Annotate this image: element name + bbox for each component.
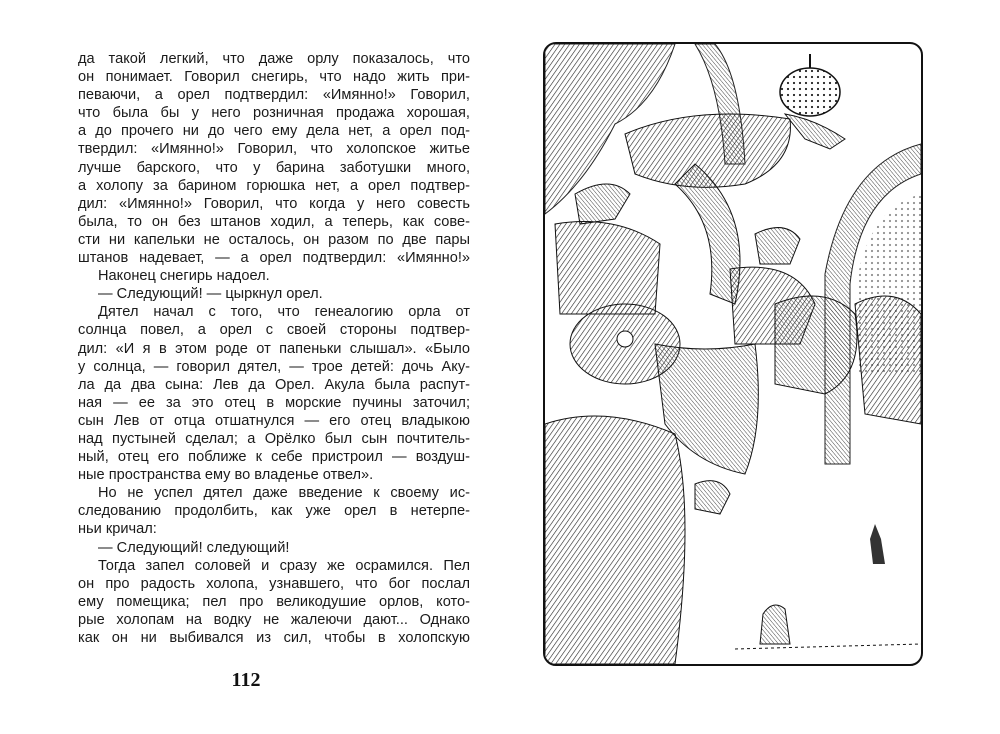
text-line: а до прочего ни до чего ему дела нет, а орел под- (78, 123, 470, 140)
text-line: штанов надевает, — а орел подтвердил: «Имянно!» (78, 250, 470, 267)
text-line: Тогда запел соловей и сразу же осрамился. Пел (98, 557, 470, 574)
eagle-head (785, 114, 845, 149)
floor-line (735, 644, 921, 649)
text-line: Дятел начал с того, что генеалогию орла от (98, 304, 470, 321)
text-line: да такой легкий, что даже орлу показалось, что (78, 51, 470, 67)
illustration-frame (543, 42, 923, 666)
text-line: он понимает. Говорил снегирь, что надо жить при- (78, 69, 470, 86)
text-line: ная — ее за это отец в морские пучины заточил; (78, 394, 470, 411)
text-line: ные пространства ему во владенье отвел». (78, 467, 374, 484)
text-line: дил: «Имянно!» Говорил, что когда у него совесть (78, 195, 470, 212)
text-line: лучше барского, что у барина заботушки много, (78, 159, 470, 176)
owl-eye (617, 331, 633, 347)
text-line: ему помещика; пел про великодушие орлов, кото- (78, 593, 470, 610)
crown (780, 68, 840, 116)
text-line: а холопу за барином горюшка нет, а орел подтвер- (78, 177, 470, 194)
hawk-head (755, 228, 800, 264)
text-line: Наконец снегирь надоел. (98, 268, 270, 285)
text-line: как он ни выбивался из сил, чтобы в холопскую (78, 630, 470, 646)
body-text (78, 50, 470, 647)
text-line: — Следующий! — цыркнул орел. (98, 286, 323, 303)
text-line: ла да два сына: Лев да Орел. Акула была распут- (78, 376, 470, 393)
eagle-court-engraving (545, 44, 921, 664)
text-line: сын Лев от отца отшатнулся — его отец владыкою (78, 412, 470, 429)
text-line: — Следующий! следующий! (98, 539, 290, 556)
text-line: Но не успел дятел даже введение к своему ис- (98, 485, 470, 502)
courtier-right (855, 296, 921, 424)
text-line: над пустыней сделал; а Орёлко был сын почтитель- (78, 430, 470, 447)
text-line: ный, отец его поближе к себе пристроил — воздуш- (78, 449, 470, 466)
text-line: твердил: «Имянно!» Говорил, что холопское житье (78, 141, 470, 158)
falcon-body (555, 222, 660, 315)
text-line: сти ни капельки не осталось, он разом по две пары (78, 231, 470, 248)
penguin-bird (760, 605, 790, 644)
text-line: была, то он без штанов ходил, а теперь, как сове- (78, 213, 470, 230)
small-bird (870, 524, 885, 564)
courtier-figure (545, 416, 685, 664)
text-line: дил: «И я в этом роде от папеньки слышал». «Было (78, 340, 470, 357)
text-line: следованию продолбить, как уже орел в нетерпе- (78, 503, 470, 520)
text-line: ньи кричал: (78, 521, 157, 538)
text-line: солнца повел, а орел с своей стороны подтвер- (78, 322, 470, 339)
text-line: рые холопам на водку не жалеючи дают... Однако (78, 611, 470, 628)
page-number: 112 (231, 669, 261, 691)
parrot (695, 481, 730, 514)
text-line: он про радость холопа, узнавшего, что бог послал (78, 575, 470, 592)
text-line: что была бы у него розничная продажа хорошая, (78, 105, 470, 122)
text-line: певаючи, а орел подтвердил: «Имянно!» Говорил, (78, 87, 470, 104)
falcon-head (575, 184, 630, 224)
text-line: у солнца, — говорил дятел, — трое детей: дочь Аку- (78, 358, 470, 375)
